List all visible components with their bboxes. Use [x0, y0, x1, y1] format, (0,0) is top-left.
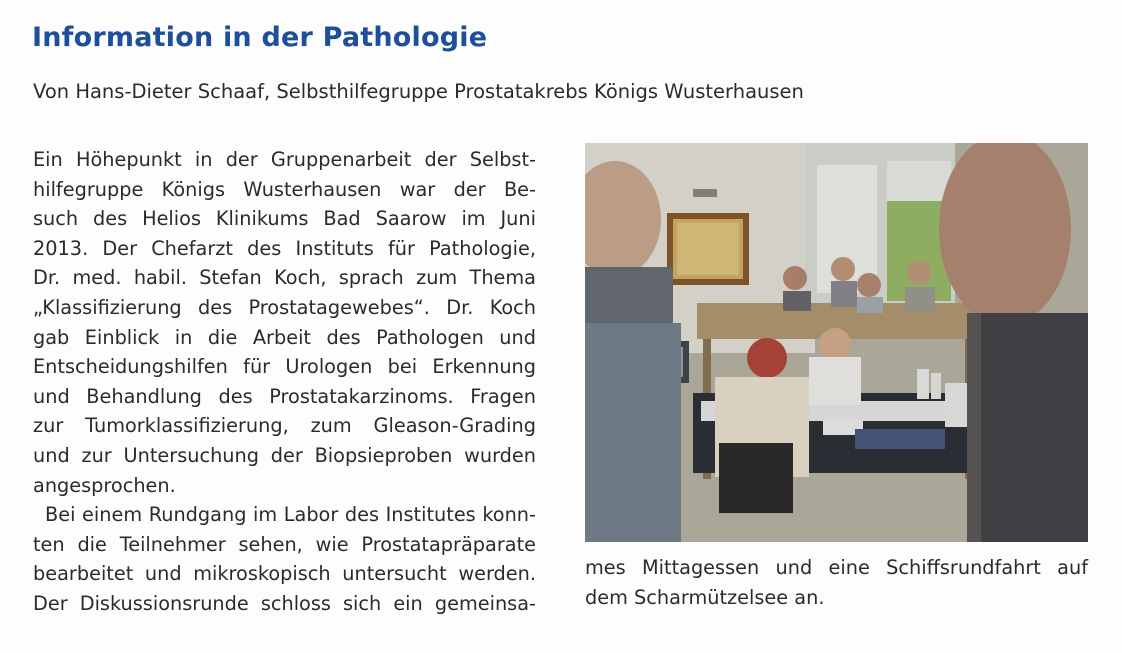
body-text-line: „Klassifizierung des Prostatagewebes“. Dr. Koch	[33, 295, 536, 319]
body-text-line: Bei einem Rundgang im Labor des Institutes konn-	[45, 503, 536, 527]
body-text-line: Ein Höhepunkt in der Gruppenarbeit der Selbst-	[33, 148, 536, 171]
body-text-line: Dr. med. habil. Stefan Koch, sprach zum Thema	[33, 266, 536, 290]
body-text-line: und Behandlung des Prostatakarzinoms. Fragen	[33, 384, 536, 408]
article-title: Information in der Pathologie	[32, 22, 488, 53]
body-text-line: bearbeitet und mikroskopisch untersucht werden.	[33, 562, 536, 586]
body-text-line: hilfegruppe Königs Wusterhausen war der Be-	[33, 177, 536, 201]
body-text-line: mes Mittagessen und eine Schiffsrundfahrt auf	[585, 556, 1088, 579]
article-byline: Von Hans-Dieter Schaaf, Selbsthilfegruppe Prostatakrebs Königs Wusterhausen	[33, 80, 804, 103]
body-text-line: Entscheidungshilfen für Urologen bei Erkennung	[33, 355, 536, 379]
right-text-column	[585, 553, 1088, 612]
body-text-line: angesprochen.	[33, 473, 176, 497]
body-text-line: zur Tumorklassifizierung, zum Gleason-Grading	[33, 414, 536, 438]
body-text-line: ten die Teilnehmer sehen, wie Prostatapräparate	[33, 532, 536, 556]
left-text-column	[33, 145, 536, 619]
body-text-line: und zur Untersuchung der Biopsieproben wurden	[33, 443, 536, 467]
body-text-line: such des Helios Klinikums Bad Saarow im Juni	[33, 207, 536, 231]
body-text-line: Der Diskussionsrunde schloss sich ein gemeinsa-	[33, 591, 536, 615]
body-text-line: 2013. Der Chefarzt des Instituts für Pathologie,	[33, 236, 536, 260]
laboratory-visit-photo	[585, 143, 1088, 542]
body-text-line: dem Scharmützelsee an.	[585, 585, 825, 609]
body-text-line: gab Einblick in die Arbeit des Pathologen und	[33, 325, 536, 349]
